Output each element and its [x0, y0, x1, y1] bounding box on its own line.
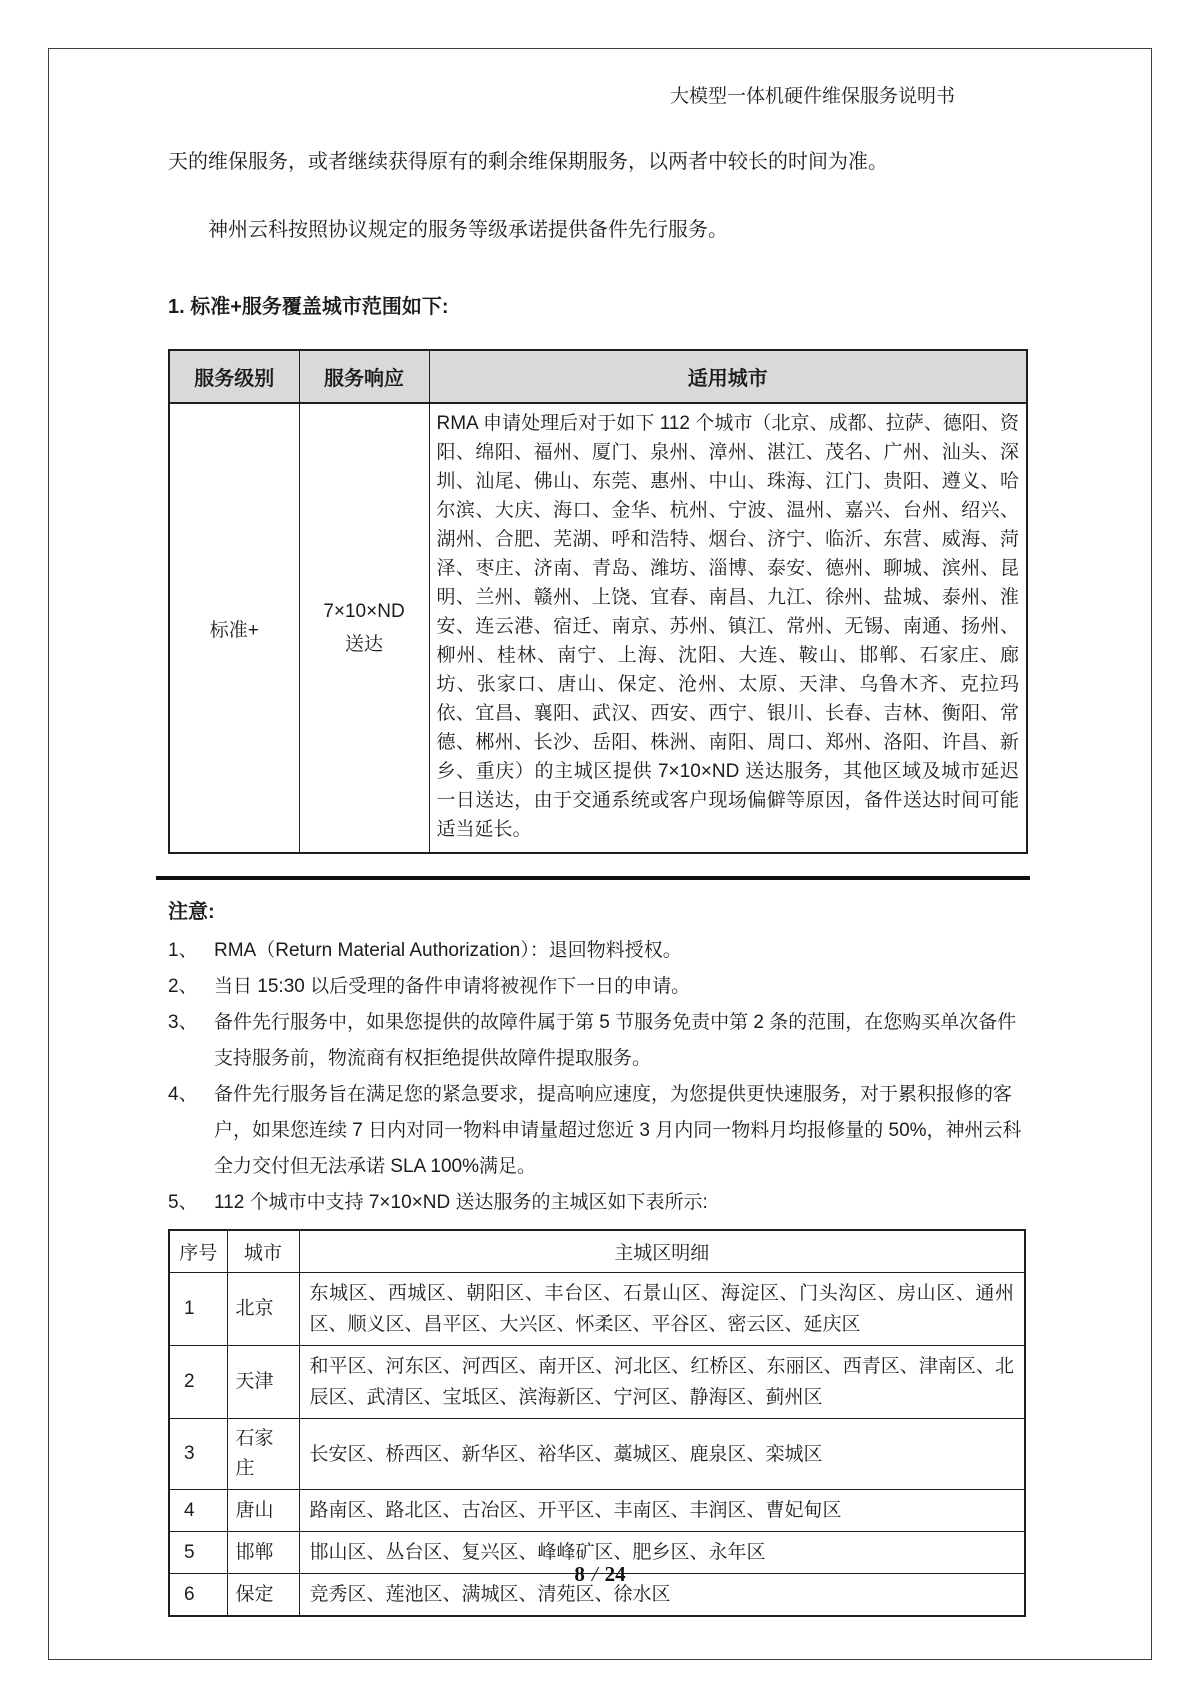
service-coverage-table [168, 349, 1028, 854]
cell-city: 北京 [227, 1273, 299, 1346]
column-header-district-detail: 主城区明细 [299, 1230, 1025, 1273]
page-number-separator: / [591, 1562, 598, 1586]
service-table-row [169, 403, 1027, 853]
column-header-applicable-cities: 适用城市 [429, 350, 1027, 403]
cell-districts: 东城区、西城区、朝阳区、丰台区、石景山区、海淀区、门头沟区、房山区、通州区、顺义区、昌平区、大兴区、怀柔区、平谷区、密云区、延庆区 [299, 1273, 1025, 1346]
notes-title: 注意: [168, 901, 215, 923]
column-header-city: 城市 [227, 1230, 299, 1273]
cell-districts: 竞秀区、莲池区、满城区、清苑区、徐水区 [299, 1574, 1025, 1617]
header-title: 大模型一体机硬件维保服务说明书 [669, 86, 955, 107]
note-item [168, 1077, 1035, 1185]
cell-serial: 2 [169, 1346, 227, 1419]
cell-service-level: 标准+ [169, 403, 299, 853]
note-text: RMA（Return Material Authorization）：退回物料授权。 [214, 940, 682, 961]
note-text: 备件先行服务中，如果您提供的故障件属于第 5 节服务免责中第 2 条的范围，在您购买单次备件支持服务前，物流商有权拒绝提供故障件提取服务。 [214, 1012, 1017, 1069]
cell-districts: 邯山区、丛台区、复兴区、峰峰矿区、肥乡区、永年区 [299, 1532, 1025, 1574]
note-item [168, 1185, 1035, 1221]
district-table-header-row [169, 1230, 1025, 1273]
cell-serial: 1 [169, 1273, 227, 1346]
note-text: 备件先行服务旨在满足您的紧急要求，提高响应速度，为您提供更快速服务，对于累积报修的客户，如果您连续 7 日内对同一物料申请量超过您近 3 月内同一物料月均报修量的 50%，神州云科全力交付但无法承诺 SLA 100%满足。 [214, 1084, 1022, 1177]
note-item [168, 1005, 1035, 1077]
column-header-service-response: 服务响应 [299, 350, 429, 403]
service-response-line2: 送达 [344, 634, 383, 655]
section-heading: 1. 标准+服务覆盖城市范围如下: [168, 296, 449, 318]
service-table-header-row [169, 350, 1027, 403]
table-row [169, 1419, 1025, 1490]
page-number-current: 8 [574, 1562, 585, 1586]
page-number-total: 24 [604, 1562, 626, 1586]
note-number: 4、 [168, 1084, 198, 1105]
column-header-serial: 序号 [169, 1230, 227, 1273]
cell-city: 天津 [227, 1346, 299, 1419]
service-response-line1: 7×10×ND [323, 601, 405, 622]
cell-serial: 4 [169, 1490, 227, 1532]
note-item [168, 969, 1035, 1005]
cell-serial: 3 [169, 1419, 227, 1490]
cell-city: 石家庄 [227, 1419, 299, 1490]
cell-service-response [299, 403, 429, 853]
cell-districts: 和平区、河东区、河西区、南开区、河北区、红桥区、东丽区、西青区、津南区、北辰区、武清区、宝坻区、滨海新区、宁河区、静海区、蓟州区 [299, 1346, 1025, 1419]
document-content [168, 148, 1035, 1617]
column-header-service-level: 服务级别 [169, 350, 299, 403]
table-row [169, 1490, 1025, 1532]
note-text: 112 个城市中支持 7×10×ND 送达服务的主城区如下表所示: [214, 1192, 708, 1213]
section-divider-rule [156, 876, 1030, 880]
note-number: 3、 [168, 1012, 198, 1033]
note-item [168, 933, 1035, 969]
cell-serial: 6 [169, 1574, 227, 1617]
note-text: 当日 15:30 以后受理的备件申请将被视作下一日的申请。 [214, 976, 691, 997]
notes-list [168, 933, 1035, 1221]
document-page [48, 48, 1152, 1660]
cell-applicable-cities: RMA 申请处理后对于如下 112 个城市（北京、成都、拉萨、德阳、资阳、绵阳、福州、厦门、泉州、漳州、湛江、茂名、广州、汕头、深圳、汕尾、佛山、东莞、惠州、中山、珠海、江门、贵阳、遵义、哈尔滨、大庆、海口、金华、杭州、宁波、温州、嘉兴、台州、绍兴、湖州、合肥、芜湖、呼和浩特、烟台、济宁、临沂、东营、威海、菏泽、枣庄、济南、青岛、潍坊、淄博、泰安、德州、聊城、滨州、昆明、兰州、赣州、上饶、宜春、南昌、九江、徐州、盐城、泰州、淮安、连云港、宿迁、南京、苏州、镇江、常州、无锡、南通、扬州、柳州、桂林、南宁、上海、沈阳、大连、鞍山、邯郸、石家庄、廊坊、张家口、唐山、保定、沧州、太原、天津、乌鲁木齐、克拉玛依、宜昌、襄阳、武汉、西安、西宁、银川、长春、吉林、衡阳、常德、郴州、长沙、岳阳、株洲、南阳、周口、郑州、洛阳、许昌、新乡、重庆）的主城区提供 7×10×ND 送达服务，其他区域及城市延迟一日送达，由于交通系统或客户现场偏僻等原因，备件送达时间可能适当延长。 [429, 403, 1027, 853]
table-row [169, 1273, 1025, 1346]
district-detail-table [168, 1229, 1026, 1617]
paragraph-service-commitment: 神州云科按照协议规定的服务等级承诺提供备件先行服务。 [208, 219, 728, 241]
cell-city: 保定 [227, 1574, 299, 1617]
paragraph-warranty-continuation: 天的维保服务，或者继续获得原有的剩余维保期服务，以两者中较长的时间为准。 [168, 151, 888, 173]
page-footer [49, 1562, 1151, 1587]
cell-city: 邯郸 [227, 1532, 299, 1574]
cell-districts: 长安区、桥西区、新华区、裕华区、藁城区、鹿泉区、栾城区 [299, 1419, 1025, 1490]
note-number: 5、 [168, 1192, 198, 1213]
note-number: 1、 [168, 940, 198, 961]
note-number: 2、 [168, 976, 198, 997]
cell-districts: 路南区、路北区、古冶区、开平区、丰南区、丰润区、曹妃甸区 [299, 1490, 1025, 1532]
document-header [49, 81, 955, 108]
cell-serial: 5 [169, 1532, 227, 1574]
cell-city: 唐山 [227, 1490, 299, 1532]
table-row [169, 1346, 1025, 1419]
